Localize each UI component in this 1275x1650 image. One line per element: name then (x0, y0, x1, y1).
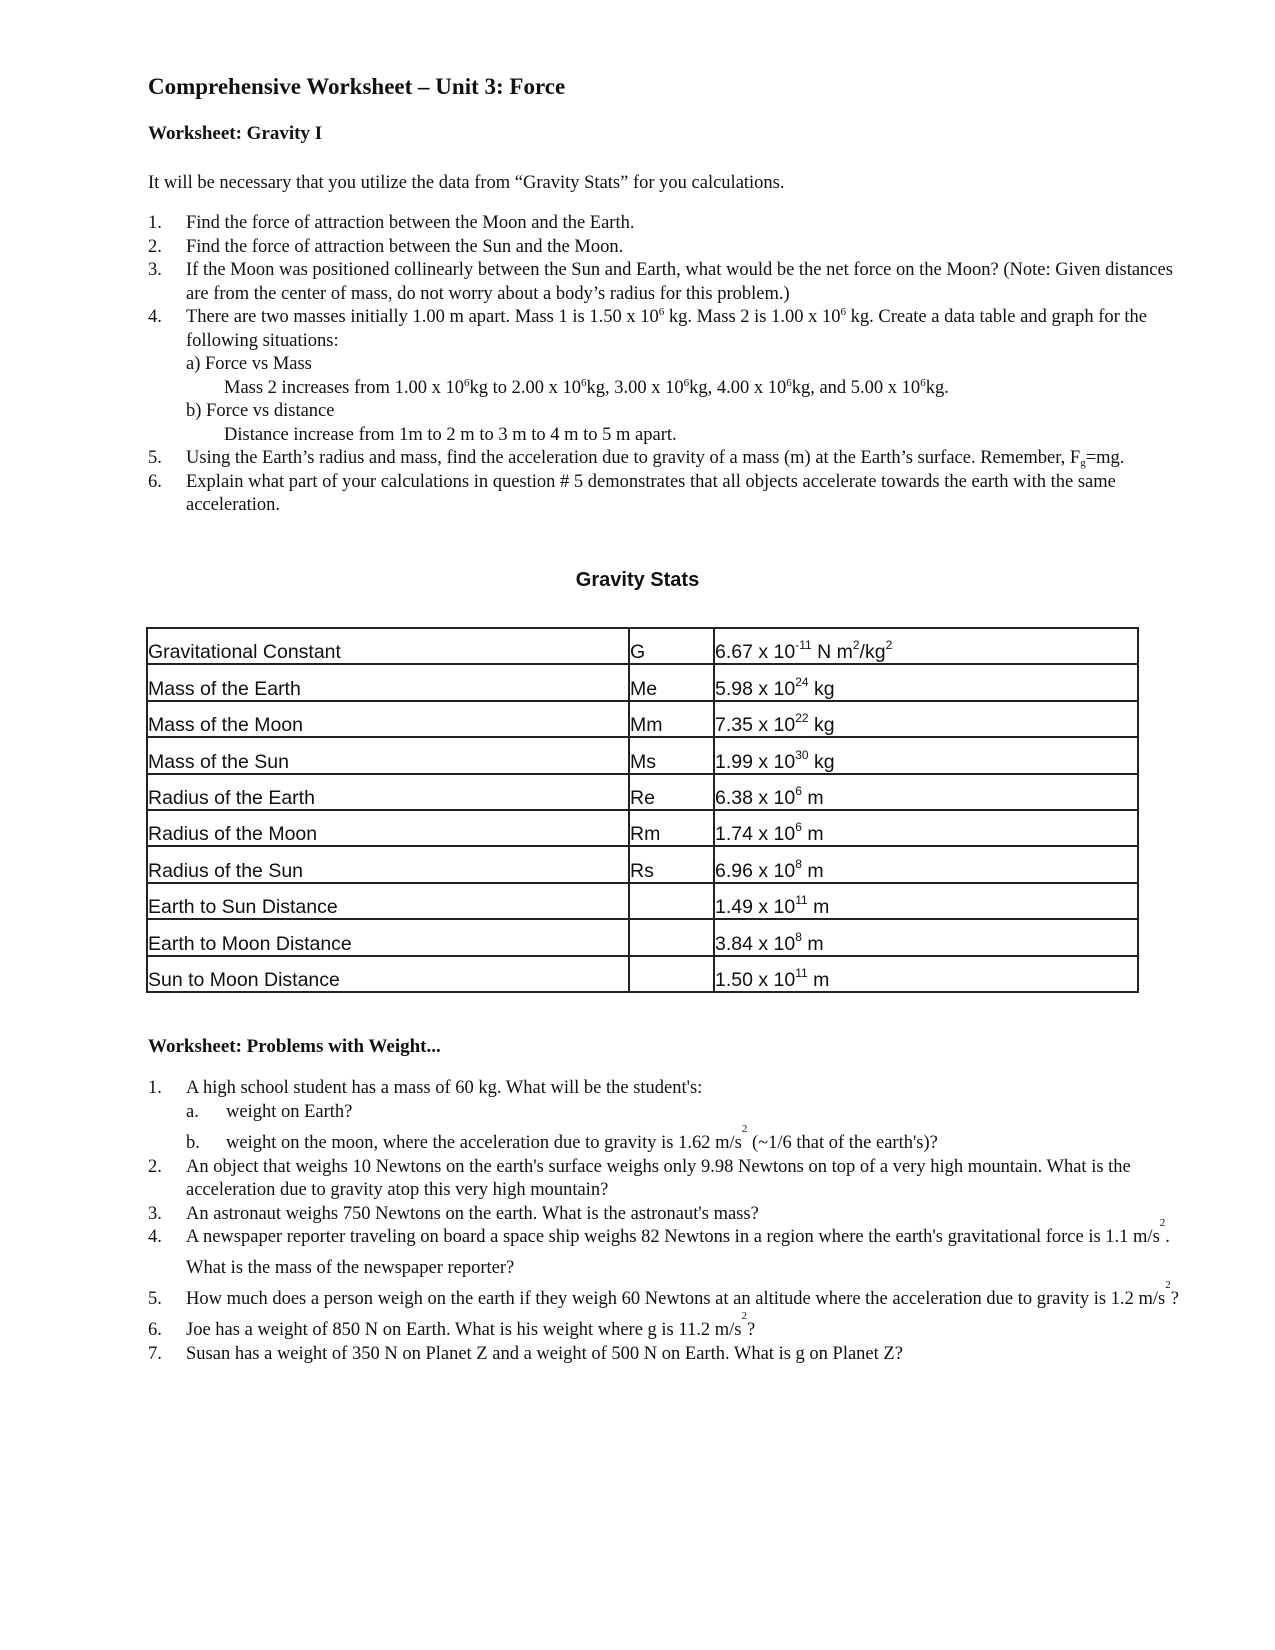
table-row (147, 737, 1138, 773)
gravity-stats-table (146, 627, 1139, 993)
stat-name-cell: Mass of the Sun (147, 737, 629, 773)
list-item: 6. Joe has a weight of 850 N on Earth. What is his weight where g is 11.2 $m/s^2$? (148, 1310, 756, 1340)
stat-symbol-cell: Rm (629, 810, 714, 846)
list-item: 4. A newspaper reporter traveling on board a space ship weighs 82 Newtons in a region where the earth's gravitational force is 1.1 $m/s^2$. What is the mass of the newspaper reporter? (148, 1217, 1170, 1278)
table-row (147, 774, 1138, 810)
table-row (147, 810, 1138, 846)
gravity-question-list (148, 212, 1193, 518)
stat-value-cell: 7.35 x $10^{22}$ kg (714, 701, 1138, 737)
table-row (147, 919, 1138, 955)
stat-name-cell: Sun to Moon Distance (147, 956, 629, 992)
stat-symbol-cell: G (629, 628, 714, 664)
stat-value-cell: 1.49 x $10^{11}$ m (714, 883, 1138, 919)
stat-symbol-cell: Mm (629, 701, 714, 737)
stat-value-cell: 1.99 x $10^{30}$ kg (714, 737, 1138, 773)
q4a-label: a) Force vs Mass (186, 354, 312, 374)
stat-value-cell: 6.67 x $10^{-11}$ N $m^2/kg^2$ (714, 628, 1138, 664)
list-item: 2. Find the force of attraction between the Sun and the Moon. (148, 236, 624, 257)
table-row (147, 956, 1138, 992)
table-row (147, 628, 1138, 664)
q4b-detail: Distance increase from 1m to 2 m to 3 m to 4 m to 5 m apart. (224, 424, 677, 445)
list-item: 5. How much does a person weigh on the earth if they weigh 60 Newtons at an altitude where the acceleration due to gravity is 1.2 $m/s^2$? (148, 1279, 1179, 1309)
stat-symbol-cell: Rs (629, 846, 714, 882)
q4a-detail: Mass 2 increases from 1.00 x $10^6kg$ to 2.00 x $10^6kg$, 3.00 x $10^6kg$, 4.00 x $10^6kg$, and 5.00 x $10^6kg$. (224, 376, 949, 398)
q4b-label: b) Force vs distance (186, 401, 335, 421)
section-heading-gravity: Worksheet: Gravity I (148, 123, 323, 144)
stat-value-cell: 5.98 x $10^{24}$ kg (714, 664, 1138, 700)
list-item: 6. Explain what part of your calculations in question # 5 demonstrates that all objects accelerate towards the earth with the same acceleration. (148, 471, 1116, 515)
list-item: 4. There are two masses initially 1.00 m apart. Mass 1 is 1.50 x $10^6$ kg. Mass 2 is 1.00 x $10^6$ kg. Create a data table and graph for the following situations: a) Force vs Mass Mass 2 increases from 1.00 x $10^6kg$ to 2.00 x $10^6kg$, 3.00 x $10^6kg$, 4.00 x $10^6kg$, and 5.00 x $10^6kg$. b) Force vs distance Distance increase from 1m to 2 m to 3 m to 4 m to 5 m apart. (148, 306, 1193, 447)
stat-value-cell: 1.74 x $10^6$ m (714, 810, 1138, 846)
stat-symbol-cell (629, 919, 714, 955)
table-row (147, 846, 1138, 882)
stat-symbol-cell (629, 956, 714, 992)
list-item: 7. Susan has a weight of 350 N on Planet Z and a weight of 500 N on Earth. What is g on Planet Z? (148, 1343, 903, 1364)
stat-name-cell: Mass of the Moon (147, 701, 629, 737)
table-row (147, 701, 1138, 737)
stat-name-cell: Radius of the Moon (147, 810, 629, 846)
stat-value-cell: 3.84 x $10^8$ m (714, 919, 1138, 955)
weight-question-list (148, 1077, 1193, 1366)
stat-name-cell: Earth to Sun Distance (147, 883, 629, 919)
stat-value-cell: 1.50 x $10^{11}$ m (714, 956, 1138, 992)
section-heading-weight: Worksheet: Problems with Weight... (148, 1036, 441, 1057)
stat-symbol-cell: Re (629, 774, 714, 810)
gravity-stats-heading: Gravity Stats (575, 569, 700, 591)
page-title: Comprehensive Worksheet – Unit 3: Force (148, 74, 566, 99)
intro-text: It will be necessary that you utilize the data from “Gravity Stats” for you calculations. (148, 173, 785, 193)
stat-name-cell: Earth to Moon Distance (147, 919, 629, 955)
list-item: 2. An object that weighs 10 Newtons on the earth's surface weighs only 9.98 Newtons on top of a very high mountain. What is the acceleration due to gravity atop this very high mountain? (148, 1156, 1131, 1200)
stat-value-cell: 6.38 x $10^6$ m (714, 774, 1138, 810)
stat-symbol-cell: Me (629, 664, 714, 700)
stat-symbol-cell: Ms (629, 737, 714, 773)
q1a-line: a. weight on Earth? (186, 1101, 353, 1122)
list-item: 1. Find the force of attraction between the Moon and the Earth. (148, 213, 635, 233)
list-item: 1. A high school student has a mass of 60 kg. What will be the student's: a. weight on Earth? b. weight on the moon, where the acceleration due to gravity is 1.62 $m/s^2$ (~1/6 that of the earth's)? (148, 1077, 1193, 1156)
list-item: 5. Using the Earth’s radius and mass, find the acceleration due to gravity of a mass (m) at the Earth’s surface. Remember, $F_g=mg$. (148, 448, 1125, 469)
stat-name-cell: Mass of the Earth (147, 664, 629, 700)
list-item: 3. If the Moon was positioned collinearly between the Sun and Earth, what would be the net force on the Moon? (Note: Given distances are from the center of mass, do not worry about a body’s radius for this problem.) (148, 260, 1173, 304)
table-row (147, 883, 1138, 919)
stat-symbol-cell (629, 883, 714, 919)
q1b-line: b. weight on the moon, where the acceleration due to gravity is 1.62 $m/s^2$ (~1/6 that of the earth's)? (186, 1123, 938, 1153)
stat-name-cell: Radius of the Sun (147, 846, 629, 882)
stat-name-cell: Gravitational Constant (147, 628, 629, 664)
list-item: 3. An astronaut weighs 750 Newtons on the earth. What is the astronaut's mass? (148, 1203, 759, 1224)
stat-value-cell: 6.96 x $10^8$ m (714, 846, 1138, 882)
stat-name-cell: Radius of the Earth (147, 774, 629, 810)
table-row (147, 664, 1138, 700)
